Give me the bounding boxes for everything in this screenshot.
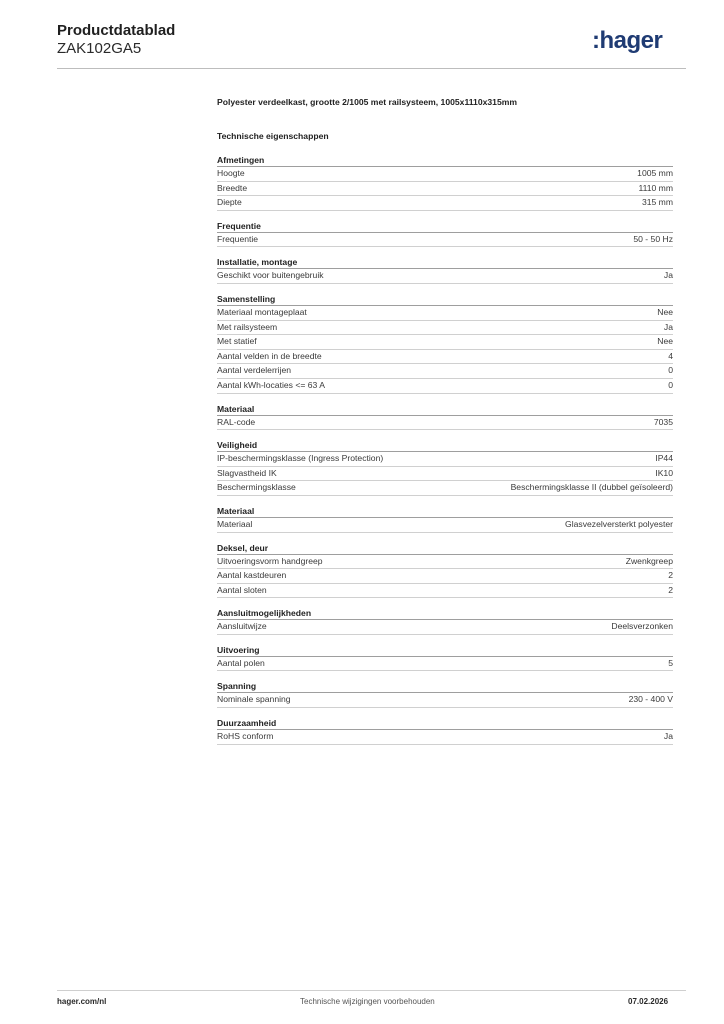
- property-row: [217, 233, 673, 248]
- property-value: IK10: [655, 467, 673, 478]
- property-label: Diepte: [217, 197, 242, 208]
- footer-divider: [57, 990, 686, 991]
- property-section: [217, 256, 673, 284]
- property-value: 0: [668, 379, 673, 390]
- section-title: Materiaal: [217, 505, 673, 518]
- property-row: [217, 693, 673, 708]
- property-row: [217, 555, 673, 570]
- section-title: Materiaal: [217, 403, 673, 416]
- property-value: 1110 mm: [638, 182, 673, 193]
- property-row: [217, 182, 673, 197]
- property-value: Ja: [663, 321, 673, 332]
- property-label: Breedte: [217, 182, 248, 193]
- section-title: Afmetingen: [217, 154, 673, 167]
- property-row: [217, 584, 673, 599]
- property-label: Geschikt voor buitengebruik: [217, 270, 324, 281]
- property-value: IP44: [655, 453, 673, 464]
- section-title: Aansluitmogelijkheden: [217, 607, 673, 620]
- property-section: [217, 505, 673, 533]
- property-label: Materiaal montageplaat: [217, 306, 307, 317]
- hager-logo: :hager: [592, 27, 663, 54]
- property-label: Nominale spanning: [217, 694, 291, 705]
- property-row: [217, 481, 673, 496]
- property-section: [217, 439, 673, 496]
- property-value: 2: [668, 570, 673, 581]
- property-label: Met railsysteem: [217, 321, 278, 332]
- property-row: [217, 335, 673, 350]
- property-label: RoHS conform: [217, 731, 274, 742]
- property-row: [217, 620, 673, 635]
- product-description: Polyester verdeelkast, grootte 2/1005 met railsysteem, 1005x1110x315mm: [217, 97, 518, 107]
- property-value: 5: [668, 657, 673, 668]
- property-label: Aantal sloten: [217, 584, 267, 595]
- property-value: Zwenkgreep: [625, 555, 673, 566]
- property-row: [217, 379, 673, 394]
- property-row: [217, 306, 673, 321]
- property-label: Aantal verdelerrijen: [217, 365, 292, 376]
- property-value: 230 - 400 V: [628, 694, 673, 705]
- property-label: Aantal velden in de breedte: [217, 350, 322, 361]
- section-title: Duurzaamheid: [217, 717, 673, 730]
- technical-properties-heading: Technische eigenschappen: [217, 131, 329, 141]
- header-divider: [57, 68, 686, 69]
- property-label: Materiaal: [217, 518, 253, 529]
- property-row: [217, 467, 673, 482]
- section-title: Uitvoering: [217, 644, 673, 657]
- property-label: Hoogte: [217, 168, 245, 178]
- property-section: [217, 154, 673, 211]
- property-value: 50 - 50 Hz: [633, 233, 673, 244]
- property-section: [217, 542, 673, 599]
- section-title: Samenstelling: [217, 293, 673, 306]
- property-value: Ja: [663, 731, 673, 742]
- property-label: Aantal polen: [217, 657, 265, 668]
- property-value: 1005 mm: [637, 168, 673, 178]
- property-row: [217, 730, 673, 745]
- property-label: IP-beschermingsklasse (Ingress Protection): [217, 453, 384, 464]
- property-label: Met statief: [217, 336, 257, 347]
- property-label: Frequentie: [217, 233, 259, 244]
- property-row: [217, 269, 673, 284]
- property-label: Uitvoeringsvorm handgreep: [217, 555, 323, 566]
- section-title: Spanning: [217, 680, 673, 693]
- property-row: [217, 518, 673, 533]
- document-title: Productdatablad: [57, 22, 176, 39]
- property-row: [217, 196, 673, 211]
- datasheet-content: [217, 96, 673, 754]
- footer-disclaimer: Technische wijzigingen voorbehouden: [300, 997, 435, 1006]
- property-section: [217, 220, 673, 248]
- property-section: [217, 403, 673, 431]
- section-title: Installatie, montage: [217, 256, 673, 269]
- property-section: [217, 644, 673, 672]
- footer-website: hager.com/nl: [57, 997, 107, 1006]
- property-label: Aantal kastdeuren: [217, 570, 287, 581]
- property-row: [217, 416, 673, 431]
- property-row: [217, 657, 673, 672]
- property-value: Nee: [657, 336, 673, 347]
- section-title: Veiligheid: [217, 439, 673, 452]
- property-row: [217, 350, 673, 365]
- property-value: Nee: [657, 306, 673, 317]
- property-row: [217, 569, 673, 584]
- property-row: [217, 364, 673, 379]
- property-section: [217, 717, 673, 745]
- property-section: [217, 293, 673, 394]
- section-title: Frequentie: [217, 220, 673, 233]
- property-value: Ja: [663, 270, 673, 281]
- property-label: RAL-code: [217, 416, 256, 427]
- property-value: Glasvezelversterkt polyester: [565, 518, 673, 529]
- property-section: [217, 680, 673, 708]
- section-title: Deksel, deur: [217, 542, 673, 555]
- property-value: 4: [668, 350, 673, 361]
- product-code: ZAK102GA5: [57, 40, 142, 57]
- footer-date: 07.02.2026: [628, 997, 669, 1006]
- property-label: Aansluitwijze: [217, 621, 267, 632]
- property-label: Aantal kWh-locaties <= 63 A: [217, 379, 325, 390]
- property-row: [217, 167, 673, 182]
- property-value: 0: [668, 365, 673, 376]
- property-value: Deelsverzonken: [611, 621, 673, 632]
- property-label: Slagvastheid IK: [217, 467, 277, 478]
- property-value: 315 mm: [641, 197, 673, 208]
- property-value: Beschermingsklasse II (dubbel geïsoleerd): [510, 482, 673, 493]
- property-value: 2: [668, 584, 673, 595]
- property-section: [217, 607, 673, 635]
- property-row: [217, 321, 673, 336]
- property-label: Beschermingsklasse: [217, 482, 296, 493]
- property-value: 7035: [653, 416, 673, 427]
- property-sections: [217, 154, 673, 745]
- property-row: [217, 452, 673, 467]
